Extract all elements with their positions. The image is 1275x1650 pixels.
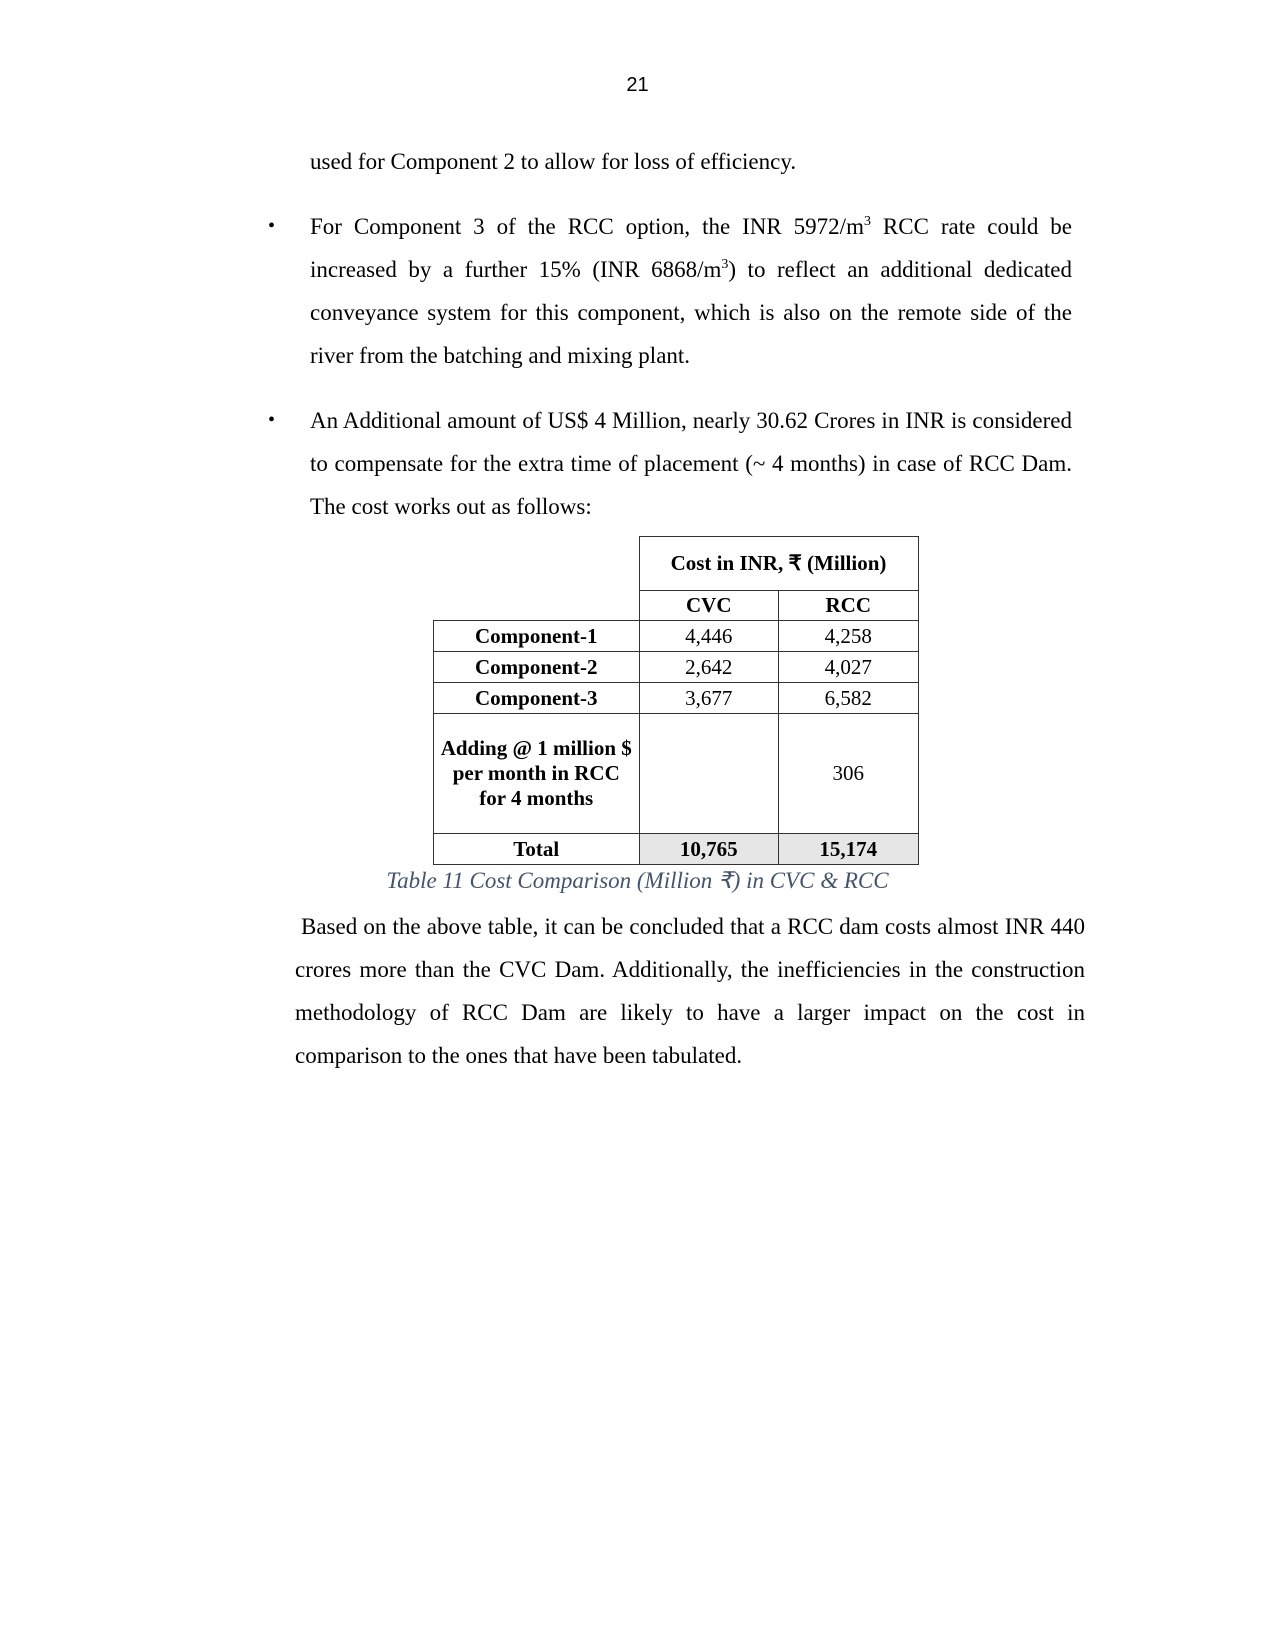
bullet-marker: • (268, 215, 276, 237)
cell-cvc: 4,446 (639, 621, 779, 652)
table-row (434, 652, 919, 683)
bullet-paragraph-rcc-rate: For Component 3 of the RCC option, the INR $5972/m^3$ RCC rate could be increased by a further 15% (INR $6868/m^3$) to reflect an additional dedicated conveyance system for this component, which is also on the remote side of the river from the batching and mixing plant. (310, 214, 1073, 368)
row-label: Adding @ 1 million $ per month in RCC for 4 months (434, 714, 640, 834)
table-row (434, 621, 919, 652)
total-rcc: 15,174 (779, 834, 919, 865)
table-row (434, 714, 919, 834)
cell-cvc (639, 714, 779, 834)
total-cvc: 10,765 (639, 834, 779, 865)
row-label: Component-2 (434, 652, 640, 683)
row-label: Component-1 (434, 621, 640, 652)
table-corner (434, 591, 640, 621)
table-row (434, 683, 919, 714)
column-header-cvc: CVC (639, 591, 779, 621)
bullet-marker: • (268, 409, 276, 431)
cell-rcc: 306 (779, 714, 919, 834)
total-label: Total (434, 834, 640, 865)
intro-line: used for Component 2 to allow for loss of efficiency. (310, 149, 797, 174)
total-row (434, 834, 919, 865)
page-number: 21 (626, 74, 649, 96)
cell-cvc: 2,642 (639, 652, 779, 683)
conclusion-paragraph: Based on the above table, it can be concluded that a RCC dam costs almost INR 440 crores more than the CVC Dam. Additionally, the inefficiencies in the construction methodology of RCC Dam are likely to have a larger impact on the cost in comparison to the ones that have been tabulated. (295, 914, 1085, 1068)
bullet-paragraph-additional-amount: An Additional amount of US$ 4 Million, nearly 30.62 Crores in INR is considered to compensate for the extra time of placement (~ 4 months) in case of RCC Dam. The cost works out as follows: (310, 408, 1072, 519)
row-label: Component-3 (434, 683, 640, 714)
table-corner (434, 537, 640, 591)
cell-rcc: 6,582 (779, 683, 919, 714)
cell-cvc: 3,677 (639, 683, 779, 714)
cell-rcc: 4,027 (779, 652, 919, 683)
column-header-rcc: RCC (779, 591, 919, 621)
cell-rcc: 4,258 (779, 621, 919, 652)
table-caption: Table 11 Cost Comparison (Million ₹) in CVC & RCC (386, 868, 889, 893)
cost-comparison-table (433, 536, 919, 865)
header-group-cell: Cost in INR, ₹ (Million) (639, 537, 918, 591)
